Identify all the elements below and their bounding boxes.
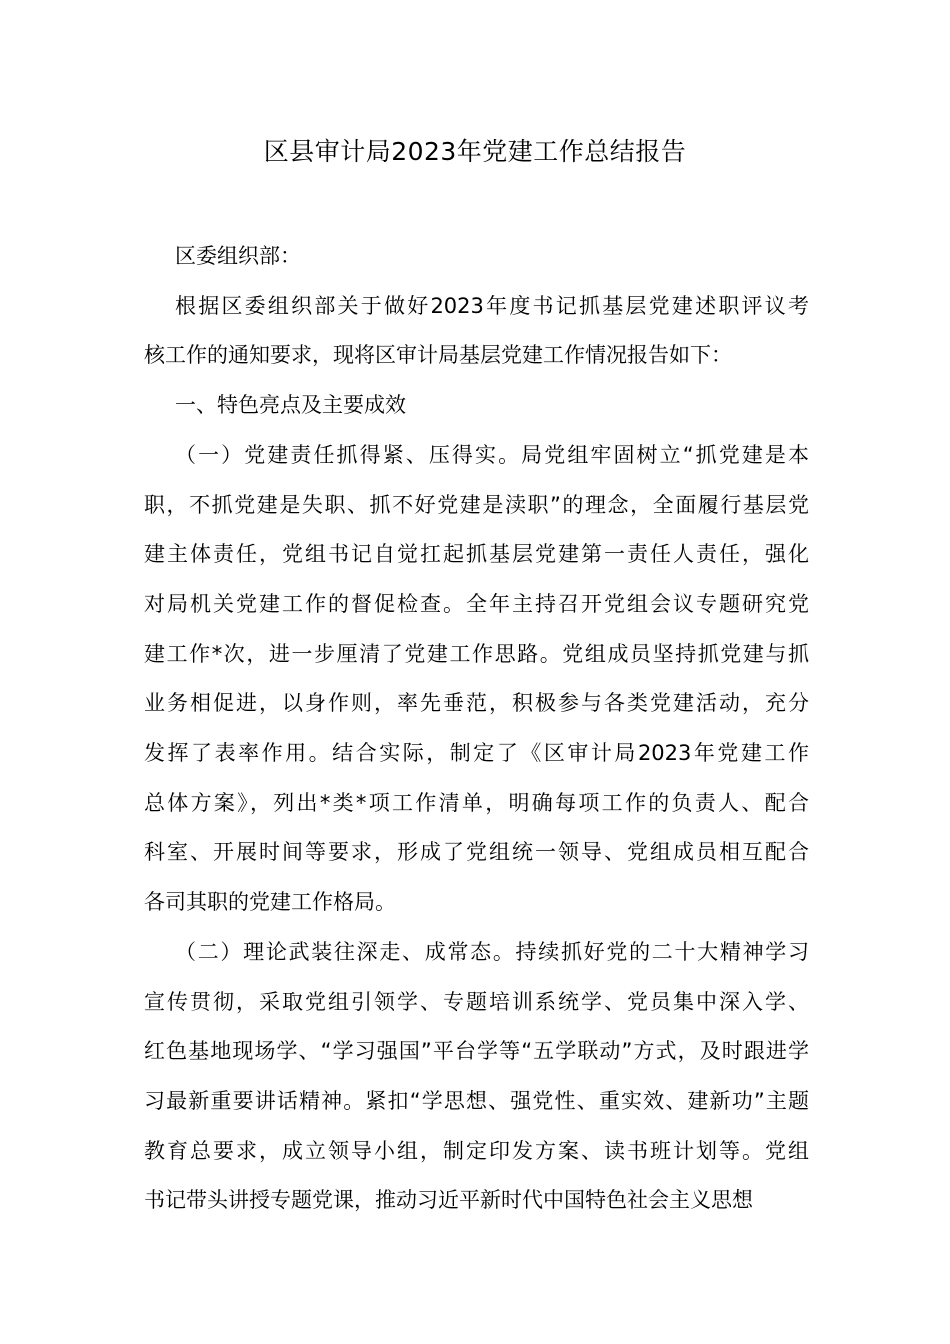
text-line: （二）理论武装往深走、成常态。持续抓好党的二十大精神学习 [175, 939, 809, 964]
text-line: 核工作的通知要求，现将区审计局基层党建工作情况报告如下： [144, 343, 732, 368]
text-line: 教育总要求，成立领导小组，制定印发方案、读书班计划等。党组 [144, 1138, 809, 1163]
text-line: 总体方案》，列出*类*项工作清单，明确每项工作的负责人、配合 [144, 790, 809, 815]
text-line: 根据区委组织部关于做好2023年度书记抓基层党建述职评议考 [175, 293, 809, 318]
paragraph-intro [144, 282, 809, 381]
text-line: 各司其职的党建工作格局。 [144, 890, 396, 915]
paragraph-responsibility [144, 431, 809, 928]
text-line: 一、特色亮点及主要成效 [175, 393, 406, 418]
text-line: 科室、开展时间等要求，形成了党组统一领导、党组成员相互配合 [144, 840, 809, 865]
text-line: 建工作*次，进一步厘清了党建工作思路。党组成员坚持抓党建与抓 [144, 641, 809, 666]
text-line: 建主体责任，党组书记自觉扛起抓基层党建第一责任人责任，强化 [144, 542, 809, 567]
section-heading [144, 381, 809, 431]
document-body [144, 232, 809, 1226]
document-title: 区县审计局2023年党建工作总结报告 [263, 137, 687, 166]
text-line: （一）党建责任抓得紧、压得实。局党组牢固树立“抓党建是本 [175, 442, 809, 467]
text-line: 习最新重要讲话精神。紧扣“学思想、强党性、重实效、建新功”主题 [144, 1088, 809, 1113]
salutation: 区委组织部： [175, 244, 301, 268]
text-line: 对局机关党建工作的督促检查。全年主持召开党组会议专题研究党 [144, 591, 809, 616]
text-line: 红色基地现场学、“学习强国”平台学等“五学联动”方式，及时跟进学 [144, 1039, 809, 1064]
text-line: 职，不抓党建是失职、抓不好党建是渎职”的理念，全面履行基层党 [144, 492, 809, 517]
text-line: 书记带头讲授专题党课，推动习近平新时代中国特色社会主义思想 [144, 1188, 753, 1213]
text-line: 宣传贯彻，采取党组引领学、专题培训系统学、党员集中深入学、 [144, 989, 809, 1014]
text-line: 发挥了表率作用。结合实际，制定了《区审计局2023年党建工作 [144, 741, 809, 766]
text-line: 业务相促进，以身作则，率先垂范，积极参与各类党建活动，充分 [144, 691, 809, 716]
paragraph-theory [144, 928, 809, 1226]
